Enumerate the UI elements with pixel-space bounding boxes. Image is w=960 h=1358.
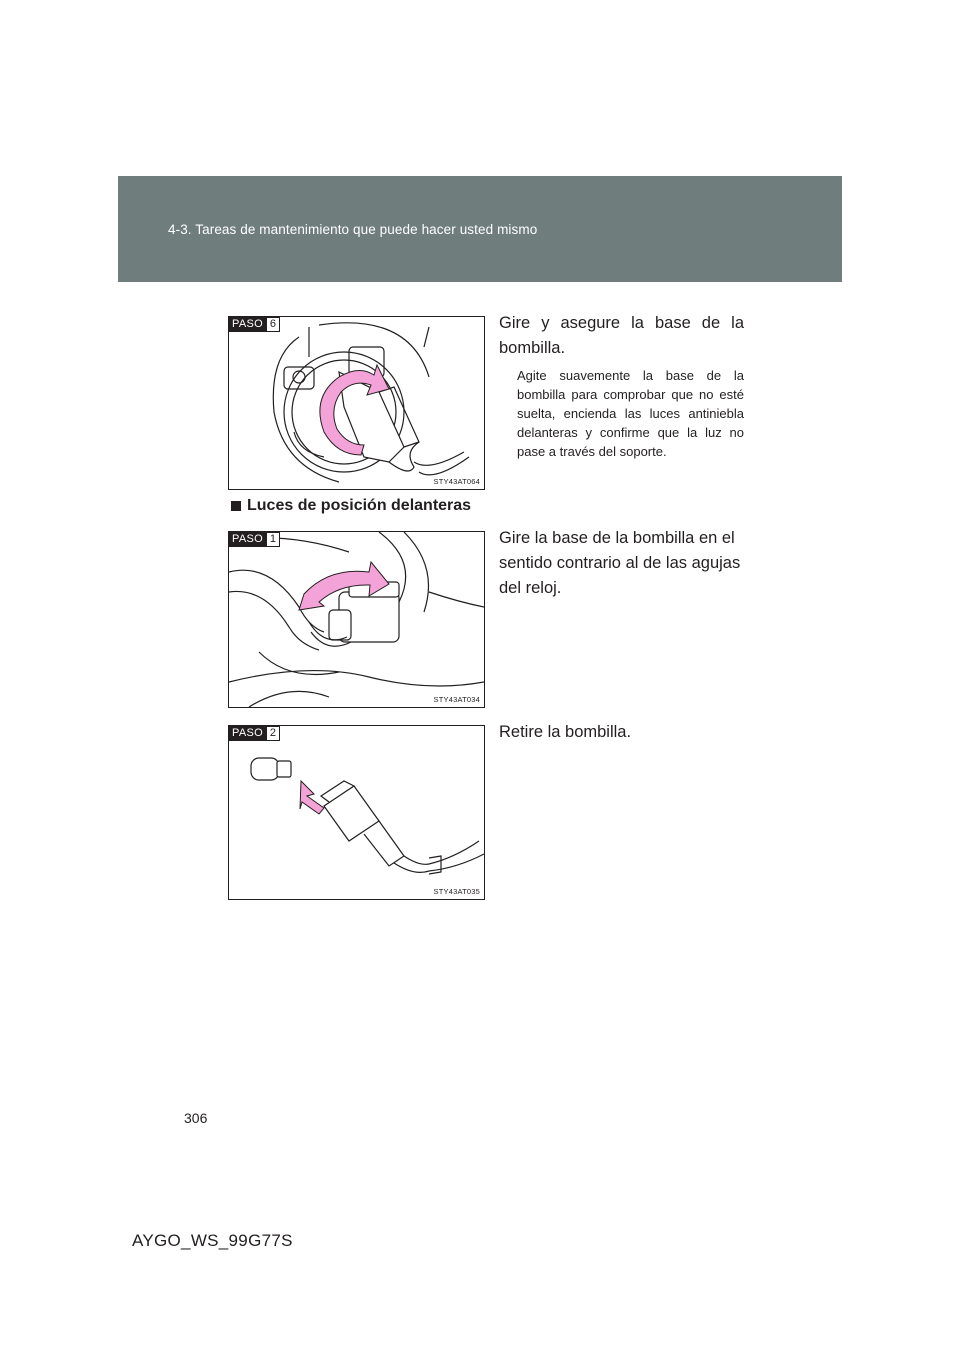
- step-2-instruction: Retire la bombilla.: [499, 723, 632, 741]
- step-6-note: Agite suavemente la base de la bombilla para comprobar que no esté suelta, encienda las luces antiniebla delanteras y confirme que la luz no pase a través del soporte.: [517, 368, 744, 459]
- step-badge: [229, 532, 280, 547]
- figure-step-6: [228, 316, 485, 490]
- step-badge: [229, 726, 280, 741]
- page-number: 306: [184, 1110, 208, 1126]
- section-heading-text: Luces de posición delanteras: [247, 497, 472, 514]
- page-header: [118, 176, 842, 282]
- step-word: PASO: [229, 532, 266, 547]
- step-badge: [229, 317, 280, 332]
- position-lamp-socket-illustration: [229, 532, 484, 707]
- figure-step-1: [228, 531, 485, 708]
- step-1-instruction: Gire la base de la bombilla en el sentido contrario al de las agujas del reloj.: [499, 529, 741, 597]
- square-bullet-icon: [231, 501, 241, 511]
- figure-code: STY43AT034: [433, 695, 480, 704]
- step-number: 6: [266, 317, 280, 332]
- step-word: PASO: [229, 726, 266, 741]
- step-number: 2: [266, 726, 280, 741]
- section-heading: [231, 497, 471, 515]
- headlamp-bulb-twist-illustration: [229, 317, 484, 489]
- figure-code: STY43AT064: [433, 477, 480, 486]
- remove-bulb-illustration: [229, 726, 484, 899]
- step-number: 1: [266, 532, 280, 547]
- figure-code: STY43AT035: [433, 887, 480, 896]
- footer-document-code: AYGO_WS_99G77S: [132, 1231, 293, 1250]
- section-title: 4-3. Tareas de mantenimiento que puede hacer usted mismo: [168, 222, 538, 237]
- step-6-instruction: Gire y asegure la base de la bombilla.: [499, 314, 744, 357]
- figure-step-2: [228, 725, 485, 900]
- step-word: PASO: [229, 317, 266, 332]
